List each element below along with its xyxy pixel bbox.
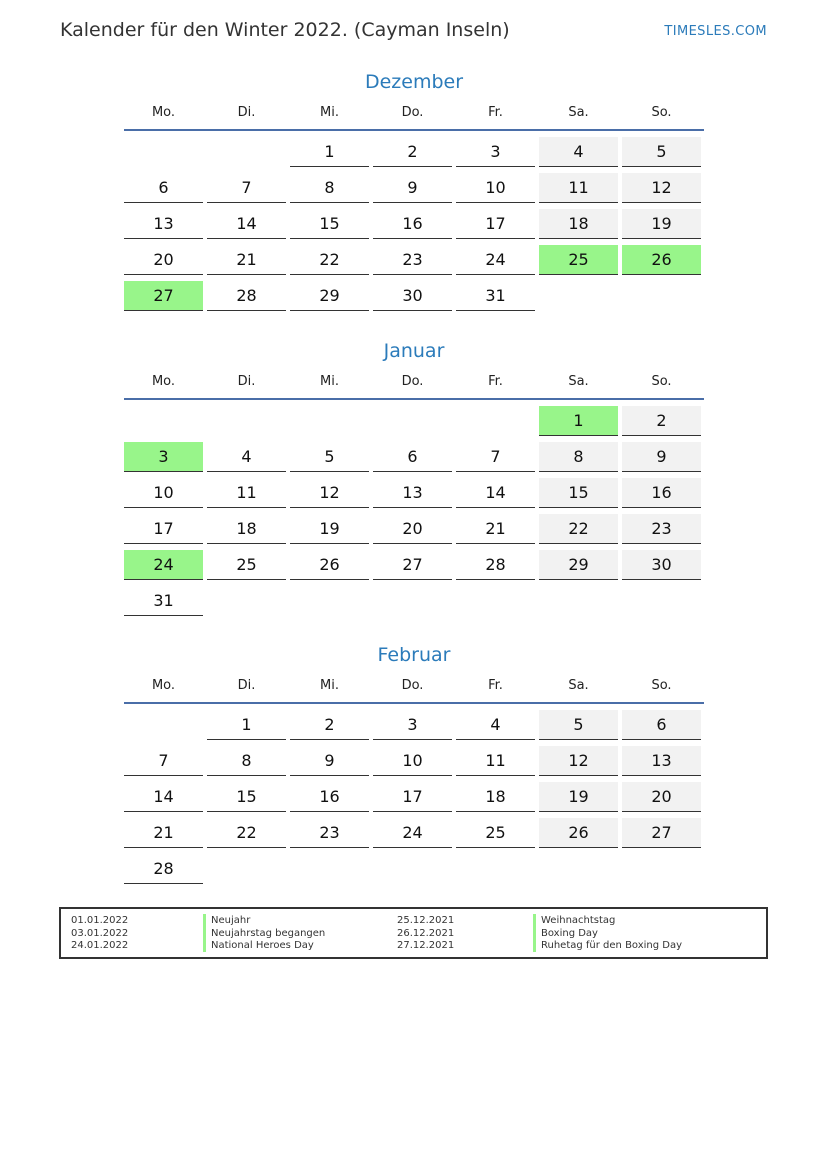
week-row — [124, 173, 704, 209]
weekend-day-cell: 13 — [622, 746, 701, 776]
holiday-row — [61, 939, 766, 952]
week-row — [124, 854, 704, 890]
weekday-label: So. — [651, 374, 672, 389]
day-cell: 14 — [207, 209, 286, 239]
day-cell: 1 — [207, 710, 286, 740]
day-cell: 21 — [124, 818, 203, 848]
holiday-name: Ruhetag für den Boxing Day — [533, 939, 682, 952]
weekday-label: Fr. — [488, 374, 503, 389]
weekend-day-cell: 15 — [539, 478, 618, 508]
week-row — [124, 782, 704, 818]
month-february — [124, 641, 704, 890]
empty-day-cell — [207, 854, 286, 884]
weekend-day-cell: 5 — [622, 137, 701, 167]
day-cell: 2 — [290, 710, 369, 740]
empty-day-cell — [207, 586, 286, 616]
weekday-label: Di. — [237, 374, 256, 389]
day-cell: 25 — [456, 818, 535, 848]
day-cell: 6 — [124, 173, 203, 203]
day-cell: 9 — [290, 746, 369, 776]
weekday-label: Fr. — [488, 678, 503, 693]
day-cell: 11 — [456, 746, 535, 776]
empty-day-cell — [207, 406, 286, 436]
weekday-header — [124, 105, 704, 131]
weekend-day-cell: 6 — [622, 710, 701, 740]
day-cell: 11 — [207, 478, 286, 508]
holiday-name: National Heroes Day — [203, 939, 314, 952]
week-row — [124, 442, 704, 478]
empty-day-cell — [207, 137, 286, 167]
weekday-label: So. — [651, 678, 672, 693]
day-cell: 18 — [456, 782, 535, 812]
day-cell: 21 — [207, 245, 286, 275]
empty-day-cell — [373, 854, 452, 884]
empty-day-cell — [373, 586, 452, 616]
weekend-day-cell: 2 — [622, 406, 701, 436]
weekend-day-cell: 5 — [539, 710, 618, 740]
day-cell: 6 — [373, 442, 452, 472]
empty-day-cell — [622, 854, 701, 884]
weekday-header — [124, 678, 704, 704]
day-cell: 7 — [456, 442, 535, 472]
weekend-day-cell: 16 — [622, 478, 701, 508]
month-title: Februar — [377, 644, 451, 666]
month-december — [124, 68, 704, 317]
weekend-day-cell: 29 — [539, 550, 618, 580]
month-title: Januar — [383, 340, 445, 362]
week-row — [124, 514, 704, 550]
weekend-day-cell: 19 — [622, 209, 701, 239]
day-cell: 14 — [456, 478, 535, 508]
holiday-day-cell: 24 — [124, 550, 203, 580]
week-row — [124, 818, 704, 854]
empty-day-cell — [290, 586, 369, 616]
site-link[interactable]: TIMESLES.COM — [664, 24, 767, 39]
day-cell: 22 — [290, 245, 369, 275]
weekend-day-cell: 8 — [539, 442, 618, 472]
day-cell: 4 — [456, 710, 535, 740]
holiday-date: 03.01.2022 — [71, 928, 129, 939]
day-cell: 17 — [456, 209, 535, 239]
empty-day-cell — [539, 586, 618, 616]
day-cell: 28 — [456, 550, 535, 580]
day-cell: 10 — [456, 173, 535, 203]
weekday-label: Sa. — [568, 678, 589, 693]
weekend-day-cell: 12 — [622, 173, 701, 203]
holiday-day-cell: 3 — [124, 442, 203, 472]
day-cell: 18 — [207, 514, 286, 544]
weeks-grid — [124, 406, 704, 622]
weekend-day-cell: 9 — [622, 442, 701, 472]
day-cell: 31 — [456, 281, 535, 311]
weekday-header — [124, 374, 704, 400]
weekend-day-cell: 26 — [539, 818, 618, 848]
weekday-label: Sa. — [568, 374, 589, 389]
week-row — [124, 209, 704, 245]
day-cell: 17 — [373, 782, 452, 812]
weekday-label: Di. — [237, 678, 256, 693]
day-cell: 29 — [290, 281, 369, 311]
holiday-name: Weihnachtstag — [533, 914, 615, 927]
day-cell: 1 — [290, 137, 369, 167]
empty-day-cell — [456, 406, 535, 436]
day-cell: 3 — [373, 710, 452, 740]
day-cell: 17 — [124, 514, 203, 544]
day-cell: 13 — [373, 478, 452, 508]
weekday-label: Do. — [401, 678, 424, 693]
month-title: Dezember — [364, 71, 464, 93]
weekday-label: Mo. — [151, 105, 176, 120]
week-row — [124, 550, 704, 586]
day-cell: 2 — [373, 137, 452, 167]
empty-day-cell — [124, 710, 203, 740]
holiday-day-cell: 1 — [539, 406, 618, 436]
page-title: Kalender für den Winter 2022. (Cayman Inseln) — [60, 19, 510, 41]
weekend-day-cell: 4 — [539, 137, 618, 167]
holiday-day-cell: 25 — [539, 245, 618, 275]
weekend-day-cell: 18 — [539, 209, 618, 239]
day-cell: 16 — [373, 209, 452, 239]
day-cell: 7 — [207, 173, 286, 203]
day-cell: 7 — [124, 746, 203, 776]
day-cell: 12 — [290, 478, 369, 508]
week-row — [124, 746, 704, 782]
weekend-day-cell: 30 — [622, 550, 701, 580]
day-cell: 28 — [124, 854, 203, 884]
weekday-label: Do. — [401, 105, 424, 120]
day-cell: 5 — [290, 442, 369, 472]
holiday-date: 27.12.2021 — [397, 940, 455, 951]
empty-day-cell — [539, 281, 618, 311]
holiday-date: 26.12.2021 — [397, 928, 455, 939]
day-cell: 20 — [373, 514, 452, 544]
empty-day-cell — [539, 854, 618, 884]
day-cell: 22 — [207, 818, 286, 848]
day-cell: 3 — [456, 137, 535, 167]
day-cell: 27 — [373, 550, 452, 580]
weekend-day-cell: 20 — [622, 782, 701, 812]
weekday-label: Mi. — [320, 105, 339, 120]
weekend-day-cell: 27 — [622, 818, 701, 848]
holiday-date: 01.01.2022 — [71, 915, 129, 926]
weekday-label: Fr. — [488, 105, 503, 120]
week-row — [124, 281, 704, 317]
holiday-date: 25.12.2021 — [397, 915, 455, 926]
weekend-day-cell: 11 — [539, 173, 618, 203]
day-cell: 23 — [373, 245, 452, 275]
day-cell: 9 — [373, 173, 452, 203]
day-cell: 8 — [290, 173, 369, 203]
day-cell: 15 — [290, 209, 369, 239]
day-cell: 28 — [207, 281, 286, 311]
empty-day-cell — [456, 854, 535, 884]
weekend-day-cell: 22 — [539, 514, 618, 544]
weekday-label: Di. — [237, 105, 256, 120]
empty-day-cell — [456, 586, 535, 616]
day-cell: 10 — [124, 478, 203, 508]
empty-day-cell — [622, 281, 701, 311]
weekday-label: Mo. — [151, 678, 176, 693]
weekday-label: Mo. — [151, 374, 176, 389]
weekday-label: Do. — [401, 374, 424, 389]
day-cell: 24 — [373, 818, 452, 848]
week-row — [124, 478, 704, 514]
holiday-day-cell: 26 — [622, 245, 701, 275]
day-cell: 31 — [124, 586, 203, 616]
weekend-day-cell: 23 — [622, 514, 701, 544]
month-january — [124, 337, 704, 622]
weekend-day-cell: 19 — [539, 782, 618, 812]
weeks-grid — [124, 137, 704, 317]
weekend-day-cell: 12 — [539, 746, 618, 776]
day-cell: 14 — [124, 782, 203, 812]
day-cell: 20 — [124, 245, 203, 275]
day-cell: 21 — [456, 514, 535, 544]
day-cell: 8 — [207, 746, 286, 776]
weekday-label: Mi. — [320, 678, 339, 693]
day-cell: 13 — [124, 209, 203, 239]
weekday-label: Sa. — [568, 105, 589, 120]
holiday-name: Neujahr — [203, 914, 250, 927]
day-cell: 30 — [373, 281, 452, 311]
holiday-legend — [59, 907, 768, 959]
holiday-date: 24.01.2022 — [71, 940, 129, 951]
week-row — [124, 137, 704, 173]
day-cell: 19 — [290, 514, 369, 544]
empty-day-cell — [124, 137, 203, 167]
week-row — [124, 710, 704, 746]
empty-day-cell — [124, 406, 203, 436]
holiday-name: Boxing Day — [533, 927, 598, 940]
day-cell: 25 — [207, 550, 286, 580]
week-row — [124, 586, 704, 622]
empty-day-cell — [290, 854, 369, 884]
day-cell: 4 — [207, 442, 286, 472]
week-row — [124, 406, 704, 442]
day-cell: 26 — [290, 550, 369, 580]
weekday-label: So. — [651, 105, 672, 120]
day-cell: 16 — [290, 782, 369, 812]
day-cell: 10 — [373, 746, 452, 776]
empty-day-cell — [622, 586, 701, 616]
weekday-label: Mi. — [320, 374, 339, 389]
day-cell: 15 — [207, 782, 286, 812]
holiday-name: Neujahrstag begangen — [203, 927, 325, 940]
holiday-row — [61, 914, 766, 927]
empty-day-cell — [290, 406, 369, 436]
holiday-day-cell: 27 — [124, 281, 203, 311]
empty-day-cell — [373, 406, 452, 436]
day-cell: 23 — [290, 818, 369, 848]
week-row — [124, 245, 704, 281]
day-cell: 24 — [456, 245, 535, 275]
weeks-grid — [124, 710, 704, 890]
